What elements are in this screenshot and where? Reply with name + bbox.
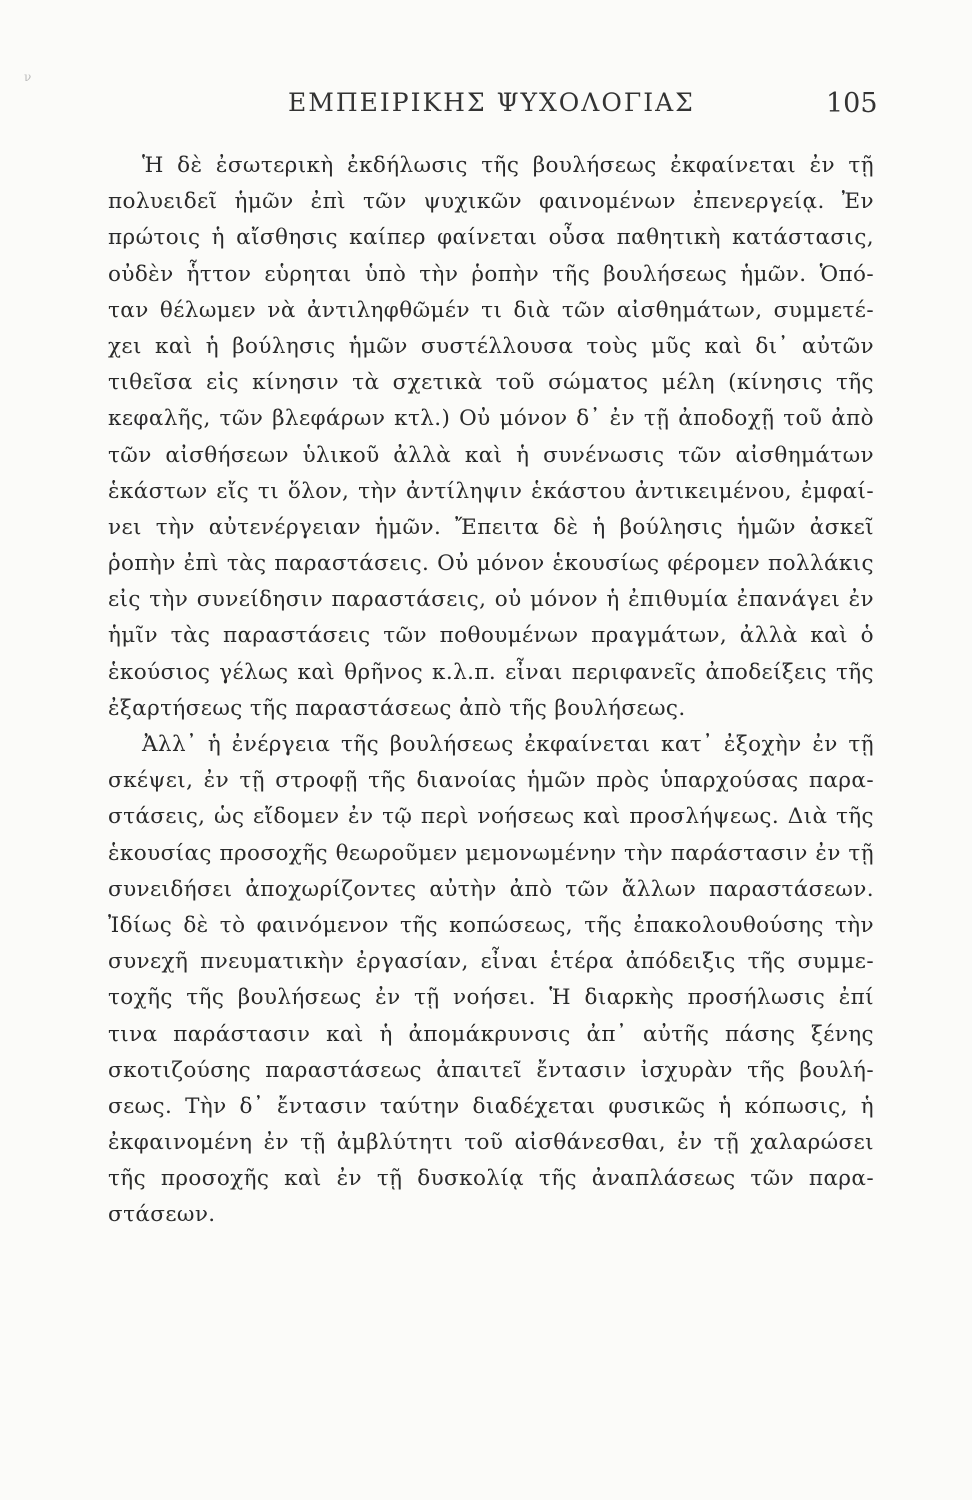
margin-mark: ν [24,70,32,84]
text-line: ἡμῖν τὰς παραστάσεις τῶν ποθουμένων πραγμάτων, ἀλλὰ καὶ ὁ [108,623,874,649]
text-line: Ἀλλ᾽ ἡ ἐνέργεια τῆς βουλήσεως ἐκφαίνεται κατ᾽ ἐξοχὴν ἐν τῇ [142,732,874,757]
text-line: τιθεῖσα εἰς κίνησιν τὰ σχετικὰ τοῦ σώματος μέλη (κίνησις τῆς [108,370,874,396]
text-line: στάσεων. [108,1202,216,1228]
text-line: τῆς προσοχῆς καὶ ἐν τῇ δυσκολίᾳ τῆς ἀναπλάσεως τῶν παρα- [108,1166,874,1192]
text-line: ἐξαρτήσεως τῆς παραστάσεως ἀπὸ τῆς βουλήσεως. [108,695,686,721]
text-line: ῥοπὴν ἐπὶ τὰς παραστάσεις. Οὐ μόνον ἑκουσίως φέρομεν πολλάκις [108,551,874,577]
body-text [108,148,874,1234]
text-line: χει καὶ ἡ βούλησις ἡμῶν συστέλλουσα τοὺς μῦς καὶ δι᾽ αὐτῶν [108,333,874,359]
text-line: εἰς τὴν συνείδησιν παραστάσεις, οὐ μόνον ἡ ἐπιθυμία ἐπανάγει ἐν [108,587,874,613]
text-line: ταν θέλωμεν νὰ ἀντιληφθῶμέν τι διὰ τῶν αἰσθημάτων, συμμετέ- [108,297,874,323]
text-line: σκοτιζούσης παραστάσεως ἀπαιτεῖ ἔντασιν ἰσχυρὰν τῆς βουλή- [108,1057,874,1083]
text-line: τοχῆς τῆς βουλήσεως ἐν τῇ νοήσει. Ἡ διαρκὴς προσήλωσις ἐπί [108,985,874,1011]
text-line: τινα παράστασιν καὶ ἡ ἀπομάκρυνσις ἀπ᾽ αὐτῆς πάσης ξένης [108,1021,874,1047]
running-title: ΕΜΠΕΙΡΙΚΗΣ ΨΥΧΟΛΟΓΙΑΣ [288,88,695,117]
text-line: τῶν αἰσθήσεων ὑλικοῦ ἀλλὰ καὶ ἡ συνένωσις τῶν αἰσθημάτων [108,442,874,468]
text-line: συνεχῆ πνευματικὴν ἐργασίαν, εἶναι ἑτέρα ἀπόδειξις τῆς συμμε- [108,949,874,975]
text-line: σεως. Τὴν δ᾽ ἔντασιν ταύτην διαδέχεται φυσικῶς ἡ κόπωσις, ἡ [108,1093,874,1119]
text-line: Ἰδίως δὲ τὸ φαινόμενον τῆς κοπώσεως, τῆς ἐπακολουθούσης τὴν [108,912,874,938]
running-head [0,88,972,124]
page-number: 105 [826,88,878,119]
text-line: οὐδὲν ἧττον εὑρηται ὑπὸ τὴν ῥοπὴν τῆς βουλήσεως ἡμῶν. Ὁπό- [108,261,874,287]
text-line: κεφαλῆς, τῶν βλεφάρων κτλ.) Οὐ μόνον δ᾽ ἐν τῇ ἀποδοχῇ τοῦ ἀπὸ [108,406,874,432]
text-line: ἑκάστων εἴς τι ὅλον, τὴν ἀντίληψιν ἑκάστου ἀντικειμένου, ἐμφαί- [108,478,874,504]
text-line: ἑκουσίας προσοχῆς θεωροῦμεν μεμονωμένην τὴν παράστασιν ἐν τῇ [108,840,874,866]
text-line: νει τὴν αὐτενέργειαν ἡμῶν. Ἔπειτα δὲ ἡ βούλησις ἡμῶν ἀσκεῖ [108,514,874,540]
text-line: πολυειδεῖ ἡμῶν ἐπὶ τῶν ψυχικῶν φαινομένων ἐπενεργείᾳ. Ἐν [108,189,874,215]
text-line: ἐκφαινομένη ἐν τῇ ἀμβλύτητι τοῦ αἰσθάνεσθαι, ἐν τῇ χαλαρώσει [108,1130,874,1156]
text-line: Ἡ δὲ ἐσωτερικὴ ἐκδήλωσις τῆς βουλήσεως ἐκφαίνεται ἐν τῇ [142,153,874,178]
text-line: συνειδήσει ἀποχωρίζοντες αὐτὴν ἀπὸ τῶν ἄλλων παραστάσεων. [108,876,874,902]
text-line: ἑκούσιος γέλως καὶ θρῆνος κ.λ.π. εἶναι περιφανεῖς ἀποδείξεις τῆς [108,659,874,685]
text-line: στάσεις, ὡς εἴδομεν ἐν τῷ περὶ νοήσεως καὶ προσλήψεως. Διὰ τῆς [108,804,874,830]
text-line: πρώτοις ἡ αἴσθησις καίπερ φαίνεται οὖσα παθητικὴ κατάστασις, [108,225,874,251]
text-line: σκέψει, ἐν τῇ στροφῇ τῆς διανοίας ἡμῶν πρὸς ὑπαρχούσας παρα- [108,768,874,794]
